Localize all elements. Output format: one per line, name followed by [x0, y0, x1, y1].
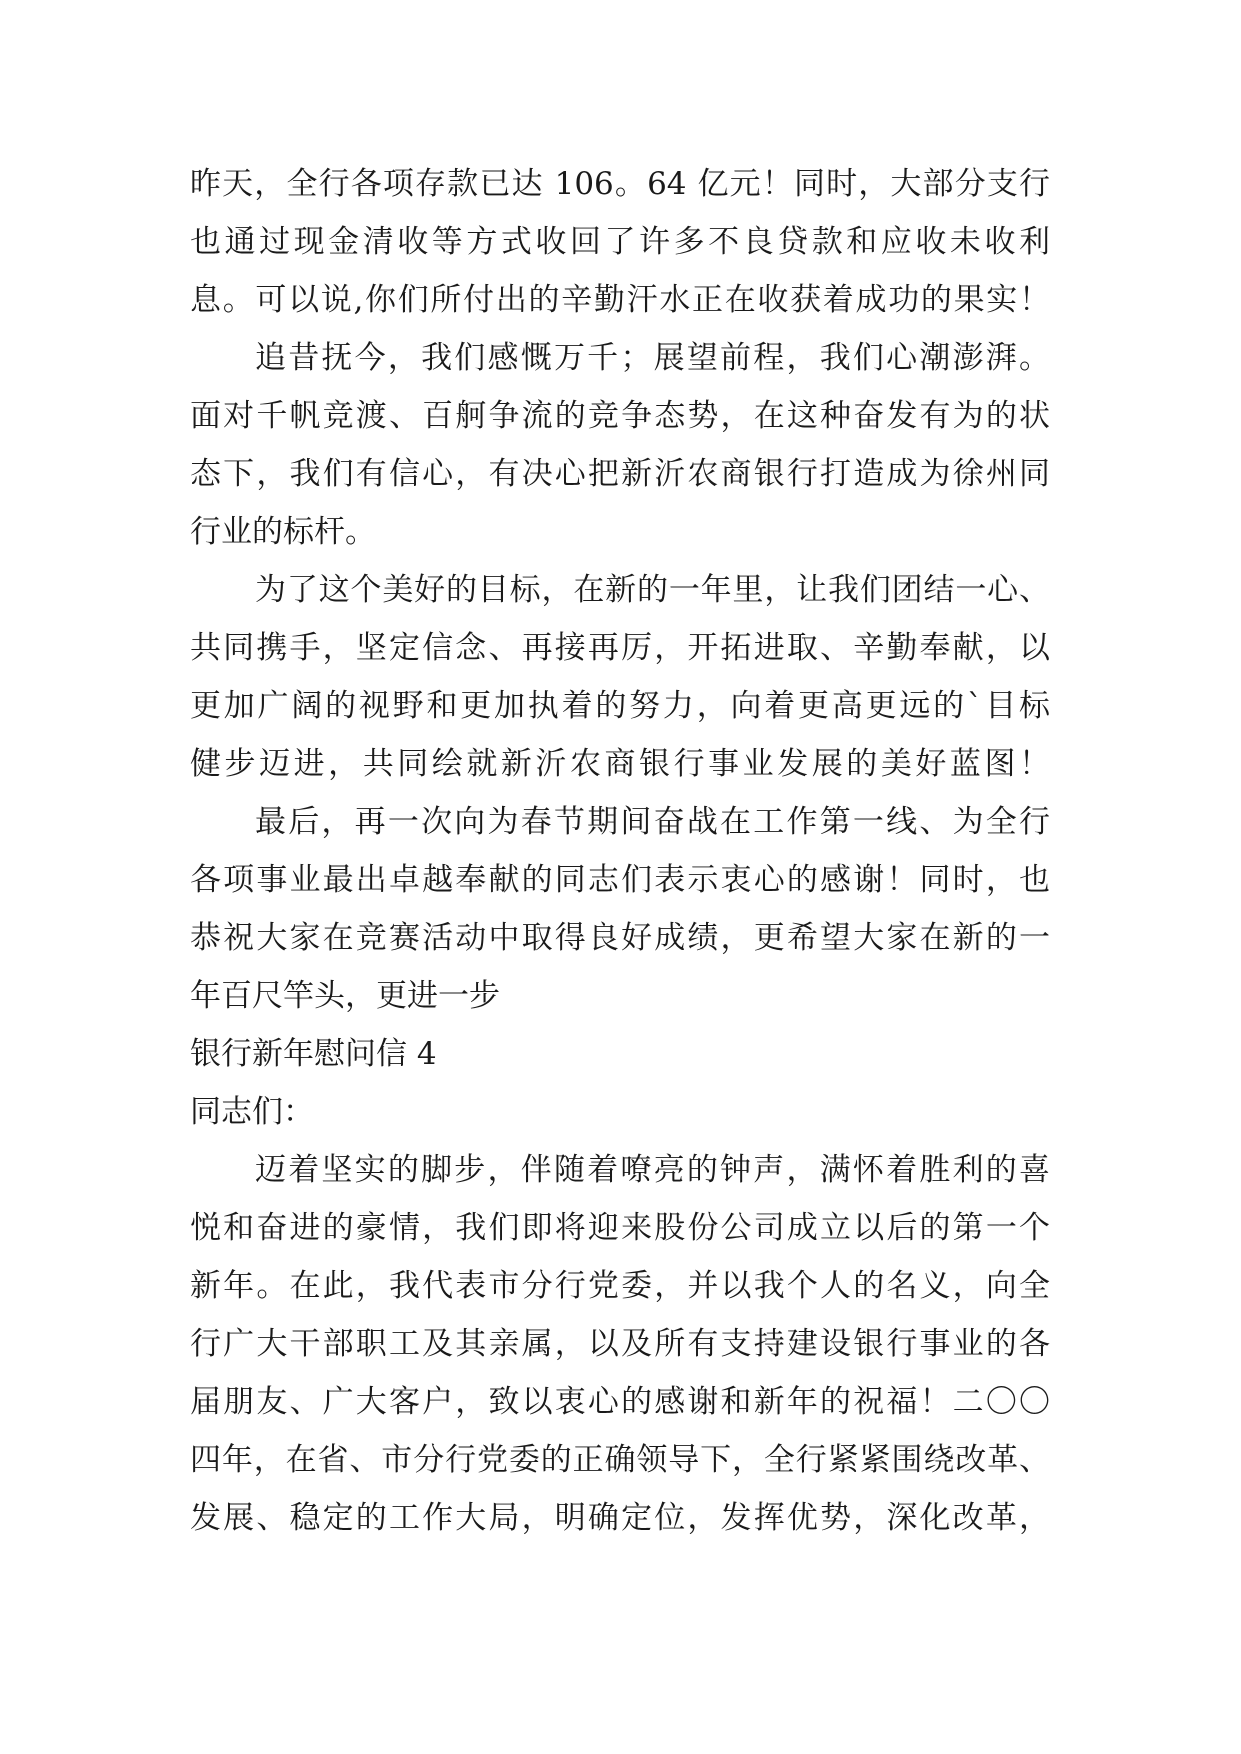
- paragraph-3-line-1: 为了这个美好的目标，在新的一年里，让我们团结一心、: [255, 572, 1050, 608]
- paragraph-4-line-4: 年百尺竿头，更进一步: [190, 978, 500, 1014]
- paragraph-2-line-2: 面对千帆竞渡、百舸争流的竞争态势，在这种奋发有为的状: [190, 398, 1050, 434]
- paragraph-4-line-2: 各项事业最出卓越奉献的同志们表示衷心的感谢！同时，也: [190, 862, 1050, 898]
- paragraph-5-line-1: 迈着坚实的脚步，伴随着嘹亮的钟声，满怀着胜利的喜: [255, 1152, 1050, 1188]
- salutation: 同志们：: [190, 1094, 314, 1130]
- section-title: 银行新年慰问信 4: [190, 1036, 437, 1072]
- paragraph-5-line-2: 悦和奋进的豪情，我们即将迎来股份公司成立以后的第一个: [190, 1210, 1050, 1246]
- paragraph-4-line-3: 恭祝大家在竞赛活动中取得良好成绩，更希望大家在新的一: [190, 920, 1050, 956]
- paragraph-1-line-2: 也通过现金清收等方式收回了许多不良贷款和应收未收利: [190, 224, 1050, 260]
- paragraph-3-line-3: 更加广阔的视野和更加执着的努力，向着更高更远的`目标: [190, 688, 1050, 724]
- paragraph-5-line-3: 新年。在此，我代表市分行党委，并以我个人的名义，向全: [190, 1268, 1050, 1304]
- paragraph-3-line-2: 共同携手，坚定信念、再接再厉，开拓进取、辛勤奉献，以: [190, 630, 1050, 666]
- paragraph-1-line-3: 息。可以说,你们所付出的辛勤汗水正在收获着成功的果实！: [190, 282, 1050, 318]
- paragraph-2-line-1: 追昔抚今，我们感慨万千；展望前程，我们心潮澎湃。: [255, 340, 1050, 376]
- paragraph-3-line-4: 健步迈进，共同绘就新沂农商银行事业发展的美好蓝图！: [190, 746, 1050, 782]
- paragraph-4-line-1: 最后，再一次向为春节期间奋战在工作第一线、为全行: [255, 804, 1050, 840]
- paragraph-1-line-1: 昨天，全行各项存款已达 106。64 亿元！同时，大部分支行: [190, 166, 1050, 202]
- paragraph-5-line-6: 四年，在省、市分行党委的正确领导下，全行紧紧围绕改革、: [190, 1442, 1050, 1478]
- paragraph-5-line-5: 届朋友、广大客户，致以衷心的感谢和新年的祝福！二〇〇: [190, 1384, 1050, 1420]
- paragraph-5-line-4: 行广大干部职工及其亲属，以及所有支持建设银行事业的各: [190, 1326, 1050, 1362]
- paragraph-2-line-4: 行业的标杆。: [190, 514, 376, 550]
- paragraph-2-line-3: 态下，我们有信心，有决心把新沂农商银行打造成为徐州同: [190, 456, 1050, 492]
- paragraph-5-line-7: 发展、稳定的工作大局，明确定位，发挥优势，深化改革，: [190, 1500, 1050, 1536]
